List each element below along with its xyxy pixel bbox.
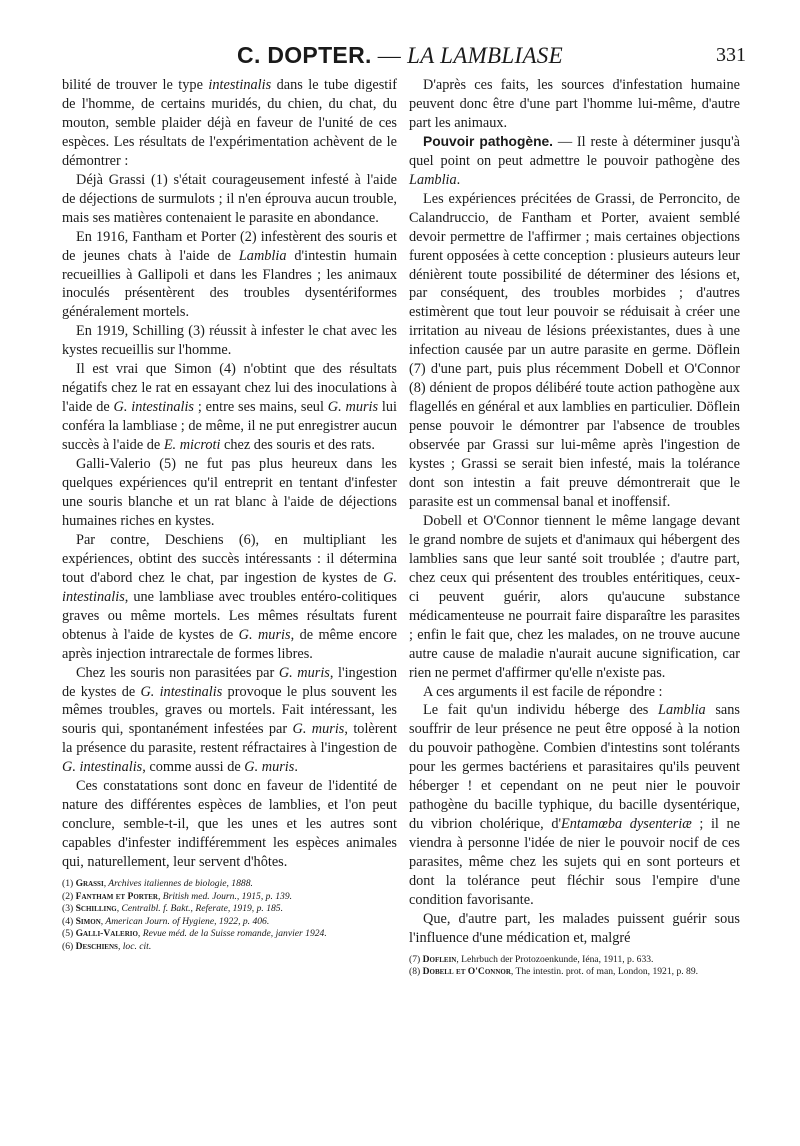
- footnote-number: (6): [62, 941, 76, 952]
- right-column: [409, 76, 740, 979]
- footnote-text: , loc. cit.: [117, 941, 152, 952]
- footnote-author: Doflein: [422, 953, 457, 965]
- text: .: [294, 759, 298, 776]
- footnote-author: Fantham et Porter: [75, 890, 158, 902]
- paragraph: Les expériences précitées de Grassi, de Perroncito, de Calandruccio, de Fantham et Porter, avaient semblé devoir permettre de l'affirmer ; mais certaines objections furent opposées à cette conception : plusieurs auteurs leur dénièrent toute possibilité de déterminer des lésions et, par conséquent, des troubles morbides ; d'autres estimèrent que tout leur pouvoir se réduisait à créer une irritation au niveau de lésions préexistantes, dues à une infection causée par un autre parasite en germe. Döflein (7) d'une part, puis plus récemment Dobell et O'Connor (8) dénient de propos délibéré toute action pathogène aux flagellés en général et aux lamblies en particulier. Döflein pense pouvoir le démontrer par l'absence de troubles observée par Grassi sur lui-même après l'ingestion de kystes ; Grassi se serait bien infesté, mais la tolérance dont son intestin a fait preuve démontrerait que le parasite est un commensal banal et inoffensif.: [409, 190, 740, 510]
- text: En 1916, Fantham et Porter (2) infestèrent des souris et de jeunes chats à l'aide de: [62, 228, 397, 264]
- header-dash: —: [371, 43, 408, 68]
- footnote-text: , American Journ. of Hygiene, 1922, p. 406.: [100, 915, 270, 927]
- footnote-text: , Archives italiennes de biologie, 1888.: [103, 878, 253, 890]
- running-title: [0, 42, 800, 69]
- text: sans souffrir de leur présence ne peut être opposé à la notion du pouvoir pathogène. Combien d'intestins sont tolérants pour les germes bactériens et parasitaires qu'ils peuvent héberger ! et cependant on ne peut nier le pouvoir pathogène du bacille typhique, du bacille dysentérique, du vibrion cholérique, d': [409, 702, 740, 833]
- species-name: E. microti: [163, 437, 221, 454]
- paragraph: [62, 228, 397, 323]
- text: , l'ingestion de kystes de: [62, 664, 397, 700]
- footnote-author: Galli-Valerio: [75, 928, 138, 940]
- paragraph: Que, d'autre part, les malades puissent guérir sous l'influence d'une médication et, malgré: [409, 910, 740, 946]
- paragraph: Galli-Valerio (5) ne fut pas plus heureux dans les quelques expériences qu'il entreprit en tentant d'infester une souris blanche et un rat blanc à l'aide de déjections humaines riches en kystes.: [62, 456, 397, 529]
- footnote: [62, 878, 397, 891]
- text: , tolèrent la présence du parasite, restent réfractaires à l'ingestion de: [62, 721, 397, 757]
- section-heading: Pouvoir pathogène.: [423, 133, 554, 149]
- text: , comme aussi de: [142, 759, 245, 776]
- paragraph: Dobell et O'Connor tiennent le même langage devant le grand nombre de sujets et d'animaux qui hébergent des lamblies sans que leur santé soit troublée ; d'autre part, chez ceux qui présentent des troubles entéritiques, ceux-ci peuvent guérir, alors qu'aucune substance médicamenteuse ne pourrait faire disparaître les parasites ; enfin le fait que, chez les malades, on ne trouve aucune autre cause de maladie n'aurait aucune signification, car rien ne permet d'affirmer qu'elle n'existe pas.: [409, 512, 740, 681]
- footnote-number: (3): [62, 903, 76, 915]
- species-name: G. muris: [278, 664, 330, 681]
- text: .: [456, 171, 461, 188]
- text: — Il reste à déterminer jusqu'à quel point on peut admettre le pouvoir pathogène des: [409, 133, 741, 169]
- text: dans le tube digestif de l'homme, de certains muridés, du chien, du chat, du mouton, semble plaider déjà en faveur de l'unité de ces espèces. Les résultats de l'expérimentation achèvent de le démontrer :: [62, 77, 397, 169]
- footnote-author: Schilling: [75, 903, 117, 915]
- footnote-author: Dobell et O'Connor: [422, 966, 511, 978]
- footnote-author: Grassi: [75, 878, 104, 890]
- paragraph: En 1919, Schilling (3) réussit à infester le chat avec les kystes recueillis sur l'homme.: [62, 323, 397, 359]
- footnote: [409, 954, 740, 967]
- footnote-author: Simon: [75, 915, 101, 927]
- footnote: [409, 966, 740, 979]
- footnote-text: , Revue méd. de la Suisse romande, janvier 1924.: [137, 928, 327, 940]
- species-name: G. intestinalis: [140, 683, 223, 700]
- footnote: [62, 916, 397, 929]
- footnote: [62, 941, 397, 954]
- text: Il est vrai que Simon (4) n'obtint que des résultats négatifs chez le rat en essayant chez lui des inoculations à l'aide de: [62, 361, 397, 416]
- species-name: Lamblia: [238, 247, 287, 264]
- footnote-number: (1): [62, 878, 76, 890]
- footnote-number: (2): [62, 890, 76, 902]
- text: Chez les souris non parasitées par: [76, 664, 279, 681]
- paragraph: Déjà Grassi (1) s'était courageusement infesté à l'aide de déjections de surmulots ; il n'en éprouva aucun trouble, mais ses matières contenaient le parasite en abondance.: [62, 171, 397, 226]
- species-name: Lamblia: [409, 171, 457, 188]
- text: lui conféra la lambliase ; de même, il ne put enregistrer aucun succès à l'aide de: [62, 399, 398, 454]
- footnotes: [62, 878, 397, 954]
- species-name: G. intestinalis: [113, 399, 194, 416]
- paragraph: D'après ces faits, les sources d'infestation humaine peuvent donc être d'une part l'homme lui-même, d'autre part les animaux.: [409, 77, 740, 131]
- paragraph: [62, 531, 397, 664]
- paragraph: Ces constatations sont donc en faveur de l'identité de nature des différentes espèces de lamblies, et l'on peut conclure, semble-t-il, que les unes et les autres sont capables d'infester indifféremment les espèces animales qui, naturellement, leur servent d'hôtes.: [62, 778, 397, 871]
- text: , de même encore après injection intrarectale de formes libres.: [62, 626, 398, 662]
- paragraph: [62, 360, 397, 455]
- footnote: [62, 928, 397, 941]
- paragraph: [409, 701, 740, 909]
- footnote-text: , Lehrbuch der Protozoenkunde, Iéna, 1911, p. 633.: [456, 953, 654, 965]
- species-name: Lamblia: [658, 702, 706, 719]
- paragraph: [62, 76, 397, 171]
- text: chez des souris et des rats.: [220, 437, 375, 454]
- species-name: intestinalis: [208, 77, 272, 93]
- footnote-number: (8): [409, 966, 423, 978]
- text: , une lambliase avec troubles entéro-colitiques graves ou même mortels. Les mêmes résultats furent obtenus à l'aide de kystes de: [62, 588, 397, 643]
- left-column: [62, 76, 397, 954]
- text: provoque le plus souvent les mêmes troubles, graves ou mortels. Fait intéressant, les souris qui, spontanément infestées par: [62, 683, 397, 738]
- text: Le fait qu'un individu héberge des: [423, 702, 659, 719]
- text: d'intestin humain recueillies à Gallipoli et dans les Flandres ; les animaux inoculés présentèrent des troubles dysentériformes généralement mortels.: [62, 247, 397, 321]
- footnote-number: (5): [62, 928, 76, 940]
- species-name: G. muris: [327, 399, 379, 416]
- paragraph: A ces arguments il est facile de répondre :: [423, 683, 663, 700]
- species-name: G. muris: [238, 626, 291, 643]
- text: Par contre, Deschiens (6), en multipliant les expériences, obtint des succès intéressants : il détermina tout d'abord chez le chat, par ingestion de kystes de: [62, 531, 397, 586]
- species-name: G. intestinalis: [62, 759, 143, 776]
- footnote-text: , British med. Journ., 1915, p. 139.: [157, 890, 293, 902]
- paragraph: [409, 133, 740, 190]
- footnote-text: , Centralbl. f. Bakt., Referate, 1919, p. 185.: [116, 903, 283, 915]
- footnote: [62, 903, 397, 916]
- species-name: G. intestinalis: [62, 569, 397, 605]
- footnote-author: Deschiens: [75, 941, 118, 952]
- header-author: C. DOPTER.: [237, 42, 372, 68]
- species-name: Entamœba dysenteriæ: [561, 816, 692, 833]
- text: ; il ne viendra à personne l'idée de nier le pouvoir nocif de ces parasites, même chez les sujets qui en sont porteurs et dont la tolérance peut fléchir sous l'empire d'une condition favorisante.: [409, 816, 740, 908]
- text: ; entre ses mains, seul: [194, 399, 328, 416]
- footnotes: [409, 954, 740, 979]
- species-name: G. muris: [244, 759, 295, 776]
- page-number: 331: [716, 44, 746, 66]
- footnote-number: (4): [62, 915, 76, 927]
- footnote-number: (7): [409, 953, 423, 965]
- species-name: G. muris: [292, 721, 345, 738]
- header-title: LA LAMBLIASE: [407, 43, 563, 68]
- footnote: [62, 891, 397, 904]
- footnote-text: , The intestin. prot. of man, London, 1921, p. 89.: [510, 966, 699, 978]
- paragraph: [62, 664, 397, 778]
- text: bilité de trouver le type: [62, 77, 209, 93]
- running-header: [0, 38, 800, 78]
